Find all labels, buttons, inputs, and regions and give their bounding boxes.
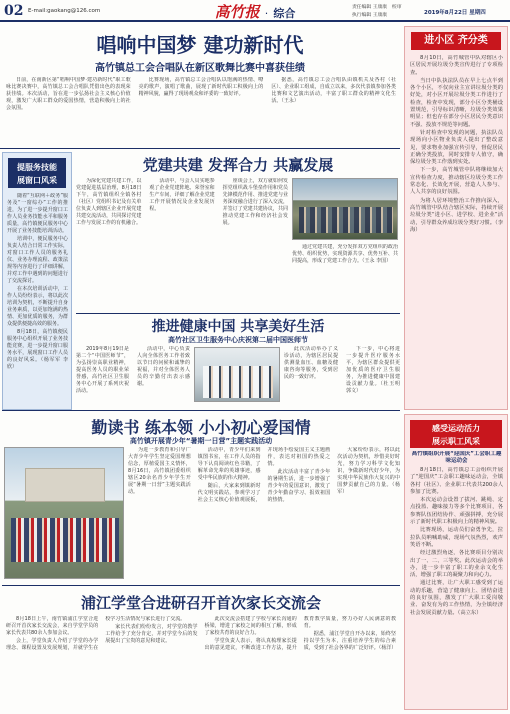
- editor-info-1: 责任编辑 王康康 校审: [352, 5, 402, 10]
- dangjian-article: [76, 152, 400, 310]
- health-subheadline: 高竹社区卫生服务中心庆祝第二届中国医师节: [168, 336, 308, 344]
- divider: [0, 148, 400, 149]
- paragraph: 8月18日，高竹镇便民服务中心组织开展了业务技能竞赛，进一步提升窗口服务水平，展现窗口工作人员的良好风采。（杨军军 李欣）: [7, 329, 68, 370]
- paragraph: 大家纷纷表示，将以此次活动为契机，珍惜美好时光，努力学习科学文化知识，争做新时代好少年，为实现中华民族伟大复兴的中国梦贡献自己的力量。（杨军）: [337, 447, 400, 495]
- editor-info-2: 执行编辑 王康康: [352, 13, 388, 18]
- study-subheadline: 高竹镇开展青少年“暑期一日营”主题实践活动: [129, 437, 273, 445]
- right-box-title: 进小区 齐分类: [424, 35, 488, 46]
- paragraph: 此次活动举办了义诊活动，为辖区居民提供测量血压、血糖及健康咨询等服务，受到居民的一致好评。: [284, 346, 338, 380]
- health-article: [76, 316, 400, 406]
- paragraph: 下一步，中心将进一步提升医疗服务水平，为辖区群众提供更加优质的医疗卫生服务，为推进健康中国建设贡献力量。（杜玉明 郭文）: [346, 346, 400, 394]
- sport-subheadline: 高竹镇组织开展“迎国庆”工会职工趣味运动会: [411, 451, 502, 464]
- dangjian-body-left: [76, 178, 288, 308]
- paragraph: 在本次培训活动中，工作人员纷纷表示，将以此次培训为契机，不断提升自身业务素质，以更加饱满的热情、更加优质的服务，为群众提供便捷高效的服务。: [7, 286, 68, 327]
- right-box-header: [411, 32, 501, 50]
- study-photo: [4, 447, 124, 579]
- paragraph: 培训中，便民服务中心负责人结合日常工作实际，对窗口工作人员的服务礼仪、业务办理流程、政策法规等内容进行了详细讲解，并对工作中遇到的问题进行了交流探讨。: [7, 236, 68, 284]
- issue-date: 2019年8月22日 星期四: [424, 10, 486, 16]
- paragraph: 为将人居环境整治工作推向深入，高竹城管中队结合辖区实际，持续开展垃圾分类“进小区、进学校、进企业”活动，引导群众养成垃圾分类好习惯。（李海）: [410, 197, 503, 233]
- masthead-dot: ·: [264, 7, 269, 20]
- section-name: 综合: [273, 7, 296, 20]
- study-body: [128, 447, 400, 579]
- left-box-body: [7, 193, 68, 407]
- paragraph: 2019年8月19日是第二个“中国医师节”，为弘扬崇高职业精神，提高医务人员的职业荣誉感，高竹社区卫生服务中心开展了系列庆祝活动。: [76, 346, 129, 394]
- health-body-right: [284, 346, 400, 404]
- sport-box-header: [410, 420, 502, 448]
- paragraph: 当日中队执法队员在早上七点半到各个小区，不仅向业主宣讲垃圾分类的好处，对小区开展垃圾分类工作进行了检查，检查中发现，部分小区分类桶设置规范，引导标识清晰，垃圾分类效果明显；但也存在部分小区居民分类意识不强、投放不规范等问题。: [410, 77, 503, 128]
- study-headline: 勤读书 练本领 小小初心爱国情: [91, 418, 311, 437]
- children-group: [11, 518, 119, 562]
- paragraph: 针对检查中发现的问题，执法队员现场向小区物业负责人提出了整改意见，要求物业加强宣传引导，督促居民正确分类投放，同时安排专人值守，确保垃圾分类工作落到实处。: [410, 129, 503, 166]
- paragraph: 此次活动丰富了青少年的暑期生活，进一步增强了青少年的爱国意识，激发了青少年勤奋学习、报效祖国的热情。: [267, 469, 331, 503]
- paragraph: 据悉，高竹镇总工会合唱队由镇机关及各村（社区）、企业职工组成，自成立以来，多次代表镇参加各类比赛和文艺演出活动，丰富了职工群众的精神文化生活。（王永）: [271, 77, 396, 104]
- paragraph: 随着“互联网＋政务”服务及“一窗综办”工作的推进，为了进一步提升窗口工作人员业务技能水平和服务质量，高竹镇便民服务中心开展了业务技能培训活动。: [7, 193, 68, 234]
- paragraph: 活动中，与会人员实地参观了企业党建阵地、荣誉室和生产车间，详细了解企业党建工作开展情况及企业发展历程。: [149, 178, 215, 212]
- dangjian-body-right: [292, 244, 398, 308]
- building: [25, 468, 105, 502]
- paragraph: 比赛现场，运动员们奋勇争先，拉拉队员呐喊助威，现场气氛热烈，欢声笑语不断。: [410, 527, 503, 548]
- divider: [2, 585, 400, 586]
- pujiang-headline: 浦江学堂合进研召开首次家长交流会: [80, 594, 321, 612]
- right-box-body: [410, 55, 503, 405]
- paragraph: 此次交流会搭建了学校与家长沟通的桥梁，增进了家校之间的相互了解，形成了家校共育的良好合力。: [204, 616, 297, 636]
- top-headline: 唱响中国梦 建功新时代: [96, 33, 304, 57]
- health-body-left: [76, 346, 190, 404]
- divider: [2, 410, 400, 411]
- sport-title-1: 感受运动活力: [432, 424, 480, 433]
- study-article: [2, 413, 400, 583]
- paragraph: 8月10日，高竹城管中队对辖区小区居民开展垃圾分类宣传进行了专项检查。: [410, 55, 503, 76]
- left-column-box: [2, 152, 72, 410]
- dangjian-photo: [292, 178, 398, 240]
- paragraph: 座谈会上，双方就如何发挥党组织战斗堡垒作用和党员先锋模范作用、推进党建与业务深度融合进行了深入交流，并签订了党建共建协议，共同推动党建工作和经济社会发展。: [222, 178, 288, 226]
- paragraph: 活动中，青少年们来到镇图书室，在工作人员的指导下认真阅读红色书籍，了解革命先辈的英雄事迹，感受中华民族的伟大精神。: [197, 447, 261, 481]
- sport-title-2: 展示职工风采: [432, 437, 480, 446]
- paragraph: 8月18日，高竹镇总工会组织开展了“迎国庆”工会职工趣味运动会，全镇各村（社区）、企业职工代表共200余人参加了比赛。: [410, 467, 503, 495]
- paragraph: 通过比赛，让广大职工感受到了运动的乐趣，营造了健康向上、团结奋进的良好氛围，激发了广大职工爱岗敬业、奋发有为的工作热情，为全镇经济社会发展贡献力量。（高立东）: [410, 580, 503, 616]
- masthead: [190, 1, 320, 21]
- divider: [76, 313, 400, 314]
- doctors-group: [203, 366, 273, 398]
- right-column-box: [404, 26, 508, 410]
- paragraph: 通过党建共建，充分发挥双方党组织的政治优势、组织优势，实现资源共享、优势互补、共同提高，形成了党建工作合力。（王永 李国）: [292, 244, 398, 264]
- top-article: [0, 25, 400, 147]
- health-headline: 推进健康中国 共享美好生活: [151, 319, 325, 335]
- dangjian-headline: 党建共建 发挥合力 共赢发展: [142, 156, 334, 174]
- paragraph: 比赛现场，高竹镇总工会合唱队以饱满的热情、嘹亮的歌声，演唱了歌曲，展现了新时代职工积极向上的精神风貌，赢得了现场观众和评委的一致好评。: [138, 77, 264, 97]
- paragraph: 活动中，中心负责人向全体医务工作者致以节日的问候和诚挚的祝福，并对全体医务人员的辛勤付出表示感谢。: [137, 346, 190, 387]
- paragraph: 本次运动会设置了拔河、跳绳、定点投篮、趣味接力等多个比赛项目，各参赛队伍团结协作、顽强拼搏，充分展示了新时代职工积极向上的精神风貌。: [410, 497, 503, 526]
- pujiang-body: [6, 616, 396, 708]
- sport-body: [410, 467, 503, 707]
- page-header: [0, 0, 510, 22]
- paragraph: 8月18日上午，南竹镇浦江学堂合进研召开首次家长交流会，来自学堂学员的家长代表共80余人参加会议。: [6, 616, 99, 636]
- paragraph: 经过激烈角逐，各比赛项目分别决出了一、二、三等奖。此次运动会的举办，进一步丰富了职工的业余文化生活，增强了职工的凝聚力和向心力。: [410, 550, 503, 579]
- paragraph: 日前，在南新区第“唱响中国梦·建功新时代”职工歌咏比赛决赛中，高竹镇总工会合唱队凭借出色的表现荣获佳绩。本次活动，旨在进一步弘扬社会主义核心价值观，激发广大职工群众的爱国热情，营造积极向上的社会氛围。: [6, 77, 131, 111]
- masthead-title: 高竹报: [214, 3, 260, 21]
- paragraph: 学堂负责人表示，将认真梳理家长提出的意见建议，不断改进工作方法，提升教育教学质量，努力办好人民满意的教育。: [204, 616, 396, 651]
- left-box-title-2: 展窗口风采: [17, 176, 57, 185]
- left-box-title-1: 提服务技能: [17, 163, 57, 172]
- paragraph: 会上，学堂负责人介绍了学堂的办学理念、课程设置及发展规划，并就学生在校学习生活情况与家长进行了交流。: [6, 616, 186, 651]
- top-body: [6, 77, 396, 143]
- pujiang-article: [2, 588, 400, 710]
- paragraph: 为深化党建共建工作，以党建促进基层治理，8月18日下午，高竹镇组织全镇各村（社区）党组织书记及有关单位负责人到辖区企业开展党建共建交流活动，共同探讨党建工作与发展工作的有机融合。: [76, 178, 142, 226]
- left-box-header: [8, 158, 66, 188]
- sport-box: [404, 414, 508, 710]
- paragraph: 下一步，高竹城管中队将继续加大宣传检查力度，推动辖区垃圾分类工作常态化、长效化开展，营造人人参与、人人共享的良好氛围。: [410, 167, 503, 196]
- health-photo: [194, 347, 280, 402]
- contact-email: E-mail:gaokang@126.com: [28, 8, 101, 14]
- page-number: 02: [4, 3, 24, 19]
- paragraph: 为进一步教育和引导广大青少年学生坚定爱国理想信念，厚植爱国主义情怀，8月16日，高竹镇团委组织辖区20余名青少年学生开展“暑期一日营”主题实践活动。: [128, 447, 191, 495]
- top-subheadline: 高竹镇总工会合唱队在新区歌舞比赛中喜获佳绩: [95, 63, 305, 74]
- paragraph: 家长代表们纷纷发言，对学堂的教学工作给予了充分肯定，并对学堂今后的发展提出了宝贵的意见和建议。: [105, 624, 198, 644]
- paragraph: 据悉，浦江学堂自开办以来，始终坚持以学生为本，注重培养学生的综合素质，受到了社会各界的广泛好评。（杨洋）: [303, 631, 396, 651]
- paragraph: 随后，大家来到镇新时代文明实践站，参观学习了社会主义核心价值观展板，并现场手绘爱国主义主题画作，表达对祖国的热爱之情。: [197, 447, 331, 503]
- people-group: [299, 207, 393, 233]
